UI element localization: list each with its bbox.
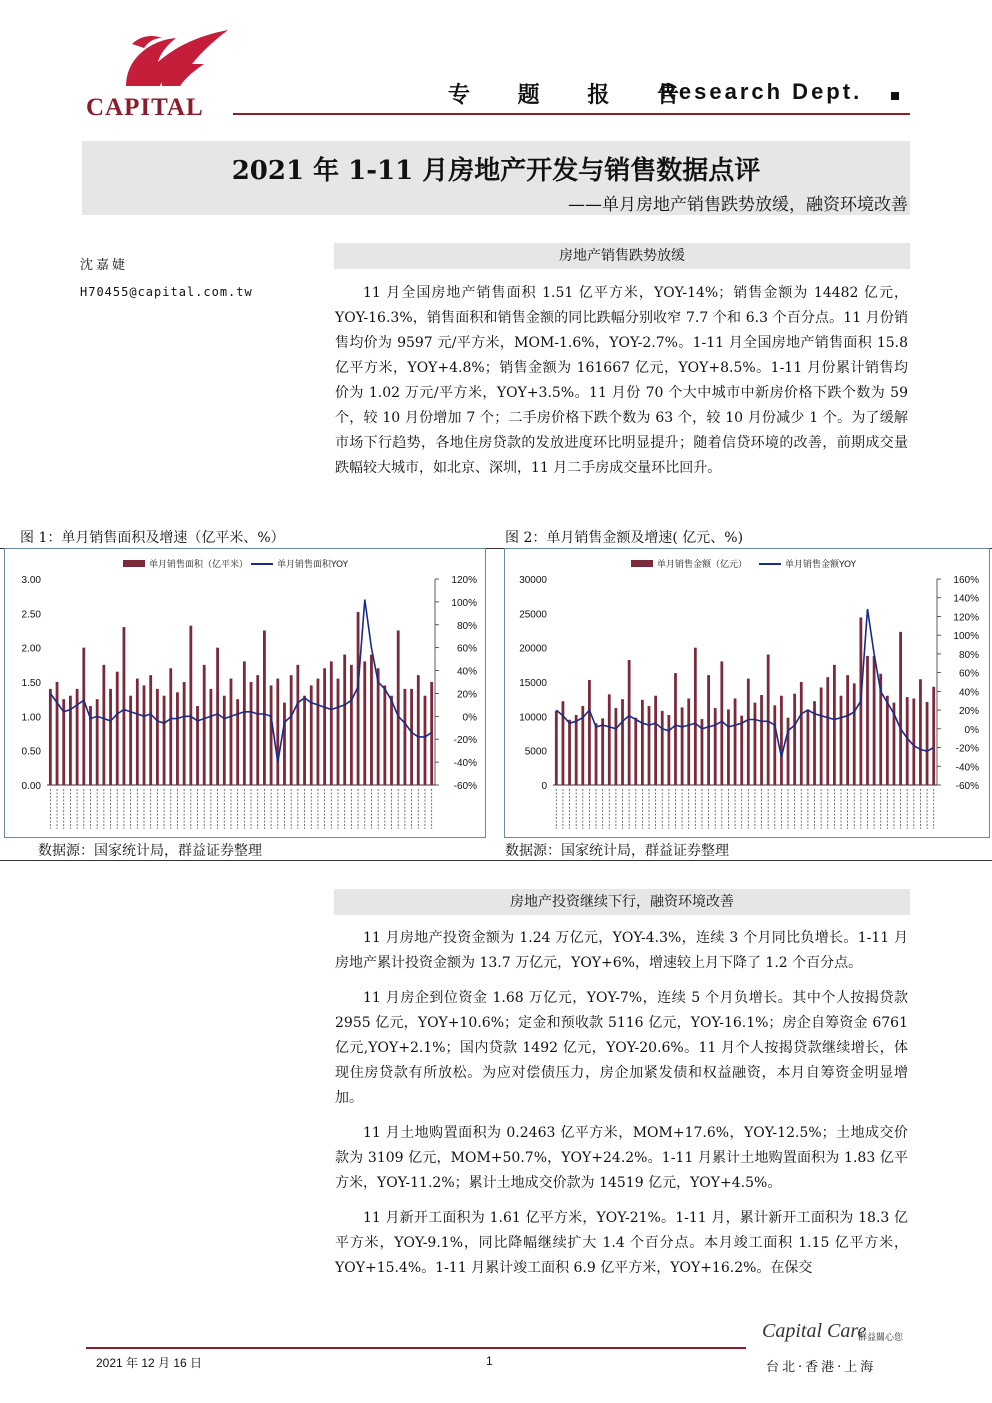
bar <box>223 696 226 785</box>
bar <box>236 699 239 785</box>
bar <box>734 698 737 785</box>
y-right-tick-label: 120% <box>451 575 477 586</box>
bar <box>350 665 353 785</box>
y-right-tick-label: 100% <box>451 597 477 609</box>
y-left-tick-label: 2.50 <box>21 609 41 621</box>
footer-rule <box>86 1347 746 1349</box>
y-right-tick-label: -60% <box>453 781 477 792</box>
bar <box>149 675 152 785</box>
bar <box>840 696 843 785</box>
bar <box>96 699 99 785</box>
bar <box>826 677 829 785</box>
y-right-tick-label: 120% <box>953 612 979 624</box>
y-right-tick-label: 20% <box>958 706 979 718</box>
legend-swatch-bar <box>123 560 145 567</box>
bar <box>176 692 179 785</box>
bar <box>209 689 212 785</box>
bar <box>129 696 132 785</box>
y-right-tick-label: -60% <box>955 781 979 792</box>
logo <box>96 28 236 90</box>
bar <box>886 696 889 785</box>
y-right-tick-label: 100% <box>953 631 979 643</box>
y-left-tick-label: 10000 <box>519 712 547 724</box>
logo-bird-icon <box>96 28 236 90</box>
bar <box>189 626 192 785</box>
bar <box>116 672 119 785</box>
bar <box>919 679 922 785</box>
y-right-tick-label: 40% <box>456 666 477 678</box>
bar <box>283 703 286 785</box>
y-right-tick-label: 20% <box>456 689 477 701</box>
bar <box>667 715 670 785</box>
bar <box>873 656 876 785</box>
bar <box>390 696 393 785</box>
bar <box>82 648 85 785</box>
y-left-tick-label: 2.00 <box>21 643 41 655</box>
paragraph: 11 月房地产投资金额为 1.24 万亿元，YOY-4.3%，连续 3 个月同比负增长。1-11 月房地产累计投资金额为 13.7 万亿元，YOY+6%，增速较上月下降了 1.2 个百分点。 <box>335 930 908 971</box>
y-right-tick-label: -20% <box>453 735 477 747</box>
bar <box>853 683 856 785</box>
y-right-tick-label: 140% <box>953 593 979 605</box>
page-subtitle: ——单月房地产销售跌势放缓，融资环境改善 <box>568 195 908 215</box>
bar <box>601 718 604 785</box>
bar <box>343 655 346 785</box>
section-body-sales <box>335 281 908 481</box>
paragraph: 11 月房企到位资金 1.68 万亿元，YOY-7%，连续 5 个月负增长。其中个人按揭贷款 2955 亿元，YOY+10.6%；定金和预收款 5116 亿元，YOY-16.1%；房企自筹资金 6761 亿元,YOY+2.1%；国内贷款 1492 亿元，YOY-20.6%。11 月个人按揭贷款继续增长，体现住房贷款有所放松。为应对偿债压力，房企加紧发债和权益融资，本月自筹资金明显增加。 <box>335 990 908 1106</box>
y-left-tick-label: 1.50 <box>21 678 41 689</box>
y-right-tick-label: 60% <box>958 668 979 680</box>
y-right-tick-label: -20% <box>955 743 979 755</box>
author-name: 沈嘉婕 <box>80 258 129 273</box>
bar <box>337 679 340 785</box>
y-right-tick-label: 80% <box>958 649 979 661</box>
bar <box>787 718 790 785</box>
bar <box>263 631 266 786</box>
figure-2-chart <box>504 548 990 838</box>
legend-label: 单月销售面积（亿平米） <box>149 560 249 570</box>
bar <box>568 720 571 785</box>
bar <box>727 709 730 785</box>
bar <box>866 656 869 785</box>
series-line <box>50 600 431 763</box>
bar <box>833 665 836 785</box>
bar <box>681 707 684 785</box>
y-left-tick-label: 0 <box>541 781 547 792</box>
bar <box>256 675 259 785</box>
bar <box>317 679 320 785</box>
bar <box>203 665 206 785</box>
figure-2-caption: 图 2：单月销售金额及增速( 亿元、%) <box>505 530 744 546</box>
bar <box>56 682 59 785</box>
bar <box>123 627 126 785</box>
bar <box>714 708 717 785</box>
bar <box>143 685 146 785</box>
bar <box>296 665 299 785</box>
bar <box>136 679 139 785</box>
bar <box>661 711 664 785</box>
bar <box>628 660 631 785</box>
chart-sales-area <box>5 549 485 837</box>
bar <box>674 673 677 785</box>
bar <box>310 685 313 785</box>
y-left-tick-label: 1.00 <box>21 712 41 724</box>
bar <box>555 711 558 785</box>
bar <box>323 668 326 785</box>
page-number: 1 <box>486 1354 493 1368</box>
y-right-tick-label: 80% <box>456 620 477 632</box>
figure-1-chart <box>4 548 486 838</box>
author-email[interactable]: H70455@capital.com.tw <box>80 285 253 299</box>
bar <box>687 698 690 785</box>
figure-1-caption: 图 1：单月销售面积及增速（亿平米、%） <box>20 530 285 546</box>
bar <box>595 723 598 785</box>
bar <box>846 675 849 785</box>
bar <box>102 665 105 785</box>
bar <box>377 668 380 785</box>
dept-name: Research Dept. <box>660 79 863 104</box>
section-heading-sales: 房地产销售跌势放缓 <box>334 243 910 269</box>
section-body-investment <box>335 926 908 1281</box>
bar <box>163 696 166 785</box>
bar <box>109 689 112 785</box>
bar <box>183 682 186 785</box>
bar <box>899 632 902 785</box>
footer-brand-cn: 群益關心您 <box>858 1333 904 1343</box>
y-right-tick-label: 60% <box>456 643 477 655</box>
bar <box>370 655 373 785</box>
bar <box>800 682 803 785</box>
section-heading-investment: 房地产投资继续下行，融资环境改善 <box>334 889 910 915</box>
bar <box>780 696 783 785</box>
y-right-tick-label: 0% <box>462 712 477 724</box>
bar <box>303 696 306 785</box>
bar <box>330 661 333 785</box>
bar <box>608 694 611 785</box>
bar <box>932 687 935 785</box>
bar <box>767 655 770 785</box>
legend-swatch-bar <box>631 560 653 567</box>
bar <box>720 661 723 785</box>
bar <box>276 679 279 785</box>
bar <box>634 718 637 785</box>
y-left-tick-label: 0.50 <box>21 746 41 758</box>
bar <box>648 706 651 785</box>
bar <box>641 700 644 785</box>
figure-bottom-rule <box>0 860 992 861</box>
bar <box>747 679 750 785</box>
bar <box>383 685 386 785</box>
y-right-tick-label: 40% <box>958 687 979 699</box>
bar <box>694 648 697 785</box>
bar <box>230 679 233 785</box>
chart-sales-amount <box>505 549 989 837</box>
bar <box>424 696 427 785</box>
figure-2-source: 数据源：国家统计局，群益证券整理 <box>505 843 729 859</box>
y-left-tick-label: 25000 <box>519 609 547 621</box>
logo-text: CAPITAL <box>86 94 204 121</box>
bar <box>357 612 360 785</box>
bar <box>363 661 366 785</box>
bar <box>740 716 743 785</box>
dept-square-mark <box>891 92 899 100</box>
bar <box>754 703 757 785</box>
bar <box>807 709 810 785</box>
y-left-tick-label: 3.00 <box>21 575 41 586</box>
footer-date: 2021 年 12 月 16 日 <box>96 1356 203 1370</box>
y-left-tick-label: 0.00 <box>21 781 41 792</box>
legend-label: 单月销售金额（亿元） <box>657 560 748 570</box>
bar <box>196 706 199 785</box>
bar <box>216 648 219 785</box>
bar <box>290 675 293 785</box>
legend-label: 单月销售金额YOY <box>785 560 857 570</box>
paragraph: 11 月土地购置面积为 0.2463 亿平方米，MOM+17.6%，YOY-12.5%；土地成交价款为 3109 亿元，MOM+50.7%，YOY+24.2%。1-11 月累计土地购置面积为 1.83 亿平方米，YOY-11.2%；累计土地成交价款为 14519 亿元，YOY+4.5%。 <box>335 1125 908 1191</box>
footer-brand: Capital Care <box>762 1320 867 1342</box>
legend-label: 单月销售面积YOY <box>277 560 349 570</box>
bar <box>562 701 565 785</box>
bar <box>417 675 420 785</box>
y-left-tick-label: 20000 <box>519 643 547 655</box>
footer-cities: 台北·香港·上海 <box>766 1360 877 1375</box>
bar <box>760 695 763 785</box>
bar <box>250 682 253 785</box>
bar <box>588 680 591 785</box>
bar <box>926 702 929 785</box>
header-rule <box>233 113 910 115</box>
bar <box>654 696 657 785</box>
y-left-tick-label: 5000 <box>524 746 547 758</box>
bar <box>397 631 400 786</box>
y-left-tick-label: 15000 <box>519 678 547 689</box>
paragraph: 11 月全国房地产销售面积 1.51 亿平方米，YOY-14%；销售金额为 14482 亿元，YOY-16.3%，销售面积和销售金额的同比跌幅分别收窄 7.7 个和 6.3 个百分点。11 月份销售均价为 9597 元/平方米，MOM-1.6%，YOY-2.7%。1-11 月全国房地产销售面积 15.8 亿平方米，YOY+4.8%；销售金额为 161667 亿元，YOY+8.5%。1-11 月份累计销售均价为 1.02 万元/平方米，YOY+3.5%。11 月份 70 个大中城市中新房价格下跌个数为 59 个，较 10 月份增加 7 个；二手房价格下跌个数为 63 个，较 10 月份减少 1 个。为了缓解市场下行趋势，各地住房贷款的发放进度环比明显提升；随着信贷环境的改善，前期成交量跌幅较大城市，如北京、深圳，11 月二手房成交量环比回升。 <box>335 285 908 476</box>
bar <box>156 689 159 785</box>
paragraph: 11 月新开工面积为 1.61 亿平方米，YOY-21%。1-11 月，累计新开工面积为 18.3 亿平方米，YOY-9.1%，同比降幅继续扩大 1.4 个百分点。本月竣工面积 1.15 亿平方米，YOY+15.4%。1-11 月累计竣工面积 6.9 亿平方米，YOY+16.2%。在保交 <box>335 1210 908 1276</box>
bar <box>403 689 406 785</box>
report-type: 专 题 报 告 <box>448 83 699 108</box>
y-left-tick-label: 30000 <box>519 575 547 586</box>
y-right-tick-label: 0% <box>964 724 979 736</box>
bar <box>906 697 909 785</box>
bar <box>49 689 52 785</box>
bar <box>169 668 172 785</box>
bar <box>615 708 618 785</box>
bar <box>270 685 273 785</box>
bar <box>912 698 915 785</box>
figure-1-source: 数据源：国家统计局，群益证券整理 <box>38 843 262 859</box>
bar <box>793 694 796 785</box>
bar <box>575 715 578 785</box>
bar <box>621 699 624 785</box>
y-right-tick-label: -40% <box>453 758 477 770</box>
page-title: 2021 年 1-11 月房地产开发与销售数据点评 <box>231 156 761 186</box>
bar <box>820 687 823 785</box>
y-right-tick-label: 160% <box>953 575 979 586</box>
bar <box>243 661 246 785</box>
series-line <box>556 609 933 757</box>
bar <box>773 705 776 785</box>
bar <box>707 675 710 785</box>
bar <box>410 689 413 785</box>
y-right-tick-label: -40% <box>955 762 979 774</box>
